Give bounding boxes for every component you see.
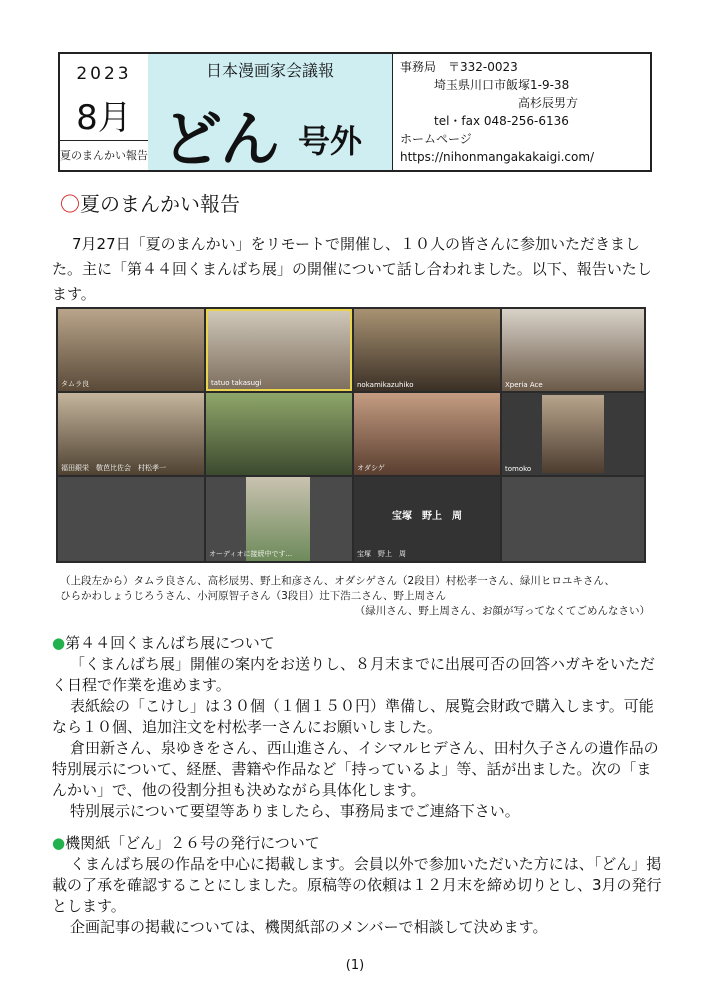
title-box — [148, 54, 393, 175]
participant-name-center: 宝塚 野上 周 — [392, 511, 462, 522]
paragraph: くまんばち展の作品を中心に掲載します。会員以外で参加いただいた方には、「どん」掲載の了承を確認することにしました。原稿等の依頼は１２月末を締め切りとし、3月の発行とします。 — [52, 855, 662, 915]
section-kumanbachi — [52, 633, 662, 822]
paragraph: 表紙絵の「こけし」は３０個（１個１５０円）準備し、展覧会財政で購入します。可能なら１０個、追加注文を村松孝一さんにお願いしました。 — [52, 697, 654, 736]
office-label: 事務局 〒332-0023 — [400, 60, 518, 74]
section-title-text: 夏のまんかい報告 — [80, 192, 240, 216]
participant-name: 福田銀栄 敬芭比佐会 村松孝一 — [61, 464, 166, 472]
video-tile — [502, 477, 644, 561]
video-tile — [206, 393, 352, 475]
video-tile — [206, 309, 352, 391]
newsletter-name: どん — [162, 105, 278, 175]
issue-box — [60, 54, 149, 170]
office-tel: tel・fax 048-256-6136 — [434, 114, 569, 128]
green-dot-icon: ● — [52, 834, 66, 852]
video-tile — [58, 309, 204, 391]
green-dot-icon: ● — [52, 634, 66, 652]
paragraph: 倉田新さん、泉ゆきをさん、西山進さん、イシマルヒデさん、田村久子さんの遺作品の特別展示について、経歴、書籍や作品など「持っているよ」等、話が出ました。次の「まんかい」で、他の役割分担も決めながら具体化します。 — [52, 739, 659, 799]
red-circle-icon: 〇 — [60, 192, 80, 216]
contact-info — [400, 58, 644, 166]
video-tile — [354, 309, 500, 391]
office-address: 埼玉県川口市飯塚1-9-38 — [434, 78, 570, 92]
page-number: (1) — [345, 958, 365, 973]
photo-caption — [60, 574, 660, 619]
paragraph: 「くまんばち展」開催の案内をお送りし、８月末までに出展可否の回答ハガキをいただく日程で作業を進めます。 — [52, 655, 656, 694]
video-tile — [502, 309, 644, 391]
video-tile — [354, 477, 500, 561]
caption-line: （上段左から）タムラ良さん、高杉辰男、野上和彦さん、オダシゲさん（2段目）村松孝一さん、緑川ヒロユキさん、 — [60, 575, 615, 587]
edition-label: 号外 — [298, 122, 363, 160]
video-tile — [502, 393, 644, 475]
homepage-url[interactable]: https://nihonmangakakaigi.com/ — [400, 150, 595, 164]
organization-name: 日本漫画家会議報 — [148, 54, 392, 89]
meeting-screenshot — [56, 307, 646, 563]
heading-text: 機関紙「どん」２６号の発行について — [65, 834, 320, 852]
section-don-issue — [52, 833, 662, 938]
issue-subtitle: 夏のまんかい報告 — [60, 140, 148, 169]
participant-name: tomoko — [505, 465, 532, 473]
video-tile — [354, 393, 500, 475]
video-tile — [58, 477, 204, 561]
participant-name: 宝塚 野上 周 — [357, 550, 406, 558]
section-heading — [52, 833, 662, 854]
newsletter-title — [148, 88, 392, 175]
homepage-label: ホームページ — [400, 132, 472, 146]
participant-video — [542, 395, 604, 473]
caption-line: ひらかわしょうじろうさん、小河原智子さん（3段目）辻下浩二さん、野上周さん — [60, 590, 446, 602]
section-heading — [52, 633, 662, 654]
issue-month: 8月 — [76, 98, 132, 138]
masthead — [58, 52, 652, 175]
participant-name: nokamikazuhiko — [357, 381, 414, 389]
participant-name: タムラ良 — [61, 380, 89, 388]
caption-line: （緑川さん、野上周さん、お顔が写ってなくてごめんなさい） — [354, 605, 650, 617]
participant-name: tatuo takasugi — [211, 379, 262, 387]
paragraph: 企画記事の掲載については、機関紙部のメンバーで相談して決めます。 — [70, 918, 548, 936]
video-tile — [58, 393, 204, 475]
section-title — [60, 188, 240, 217]
paragraph: 特別展示について要望等ありましたら、事務局までご連絡下さい。 — [70, 802, 520, 820]
heading-text: 第４４回くまんばち展について — [65, 634, 275, 652]
office-person: 高杉辰男方 — [518, 96, 579, 110]
intro-paragraph: 7月27日「夏のまんかい」をリモートで開催し、１０人の皆さんに参加いただきました。主に「第４４回くまんばち展」の開催について話し合われました。以下、報告いたします。 — [52, 235, 652, 303]
participant-name: オダシゲ — [357, 464, 385, 472]
video-tile — [206, 477, 352, 561]
participant-name: Xperia Ace — [505, 381, 543, 389]
issue-year: 2023 — [76, 64, 132, 84]
participant-name: オーディオに接続中です... — [209, 550, 293, 558]
